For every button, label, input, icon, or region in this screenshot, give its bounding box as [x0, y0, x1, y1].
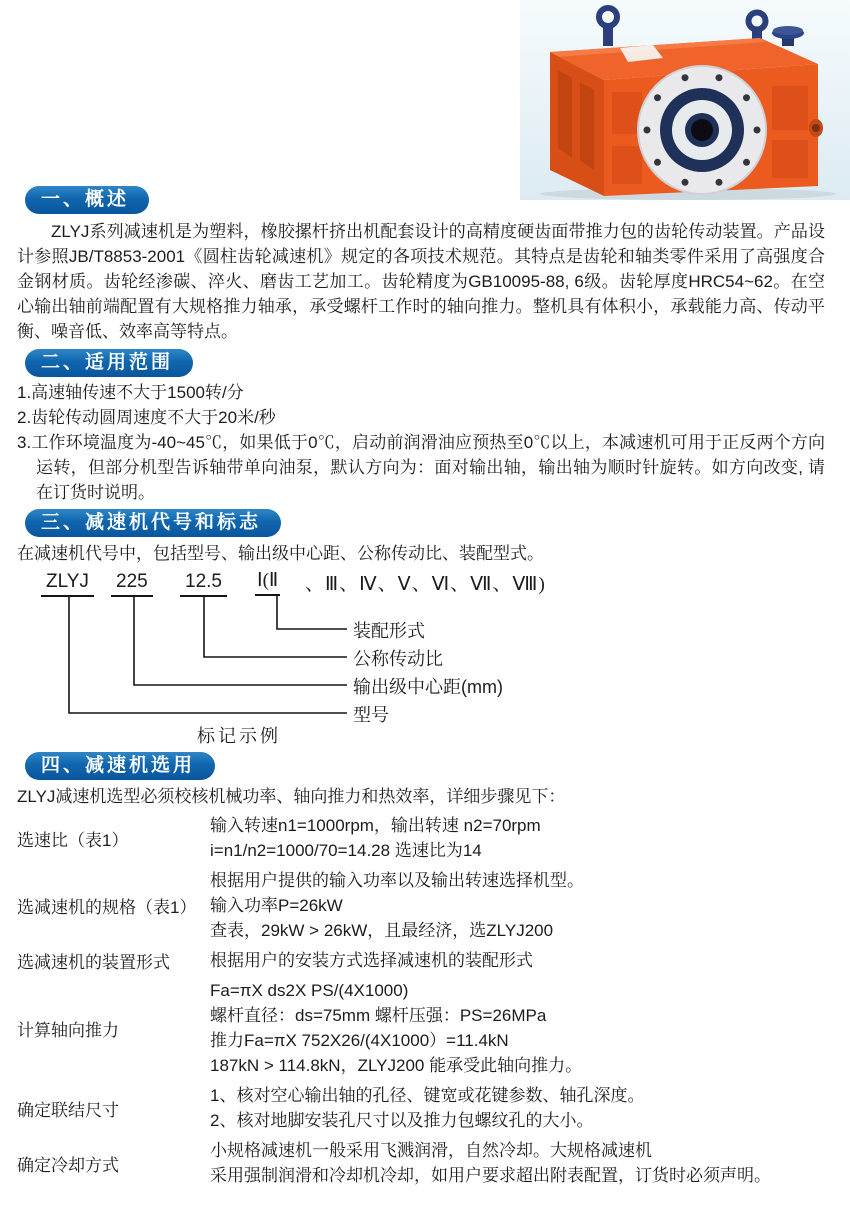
- overview-paragraph: ZLYJ系列减速机是为塑料，橡胶摞杆挤出机配套设计的高精度硬齿面带推力包的齿轮传动装置。产品设计参照JB/T8853-2001《圆柱齿轮减速机》规定的各项技术规范。其特点是齿轮和轴类零件采用了高强度合金钢材质。齿轮经渗碳、淬火、磨齿工艺加工。齿轮精度为GB10095-88, 6级。齿轮厚度HRC54~62。在空心输出轴前端配置有大规格推力轴承，承受螺杆工作时的轴向推力。整机具有体积小，承载能力高、传动平衡、噪音低、效率高等特点。: [17, 222, 825, 341]
- code-intro: 在减速机代号中，包括型号、输出级中心距、公称传动比、装配型式。: [17, 544, 544, 563]
- step-line: 推力Fa=πX 752X26/(4X1000）=11.4kN: [210, 1031, 509, 1050]
- model-code-diagram: [17, 569, 825, 747]
- diagram-caption: 标记示例: [197, 726, 281, 746]
- step-line: 采用强制润滑和冷却机冷却，如用户要求超出附表配置，订货时必须声明。: [210, 1166, 771, 1185]
- code-assembly-value: Ⅰ(Ⅱ: [255, 569, 280, 596]
- selection-intro: ZLYJ减速机选型必须校核机械功率、轴向推力和热效率，详细步骤见下：: [17, 787, 566, 806]
- step-row-spec: [17, 868, 825, 943]
- step-detail: [210, 813, 825, 863]
- selection-steps-table: [17, 813, 825, 1188]
- scope-item-1: 1.高速轴传速不大于1500转/分: [17, 383, 244, 402]
- step-detail: [210, 1083, 825, 1133]
- step-label: 确定冷却方式: [17, 1155, 119, 1175]
- step-line: 2、核对地脚安装孔尺寸以及推力包螺纹孔的大小。: [210, 1111, 594, 1130]
- step-line: Fa=πX ds2X PS/(4X1000): [210, 981, 409, 1000]
- code-ratio-value: 12.5: [180, 571, 227, 597]
- step-row-axial-thrust: [17, 978, 825, 1078]
- document-body: [17, 186, 825, 1193]
- step-detail: [210, 1138, 825, 1188]
- section-header-code: 三、减速机代号和标志: [25, 509, 281, 537]
- step-detail: [210, 868, 825, 943]
- step-label: 确定联结尺寸: [17, 1100, 119, 1120]
- section-header-selection: 四、减速机选用: [25, 752, 215, 780]
- step-line: 根据用户的安装方式选择减速机的装配形式: [210, 951, 533, 970]
- step-label: 选减速机的装置形式: [17, 953, 170, 972]
- step-row-connection-size: [17, 1083, 825, 1133]
- step-label: 计算轴向推力: [17, 1020, 119, 1040]
- step-line: 根据用户提供的输入功率以及输出转速选择机型。: [210, 871, 584, 890]
- code-assembly-options: 、Ⅲ、Ⅳ、Ⅴ、Ⅵ、Ⅶ、Ⅷ): [305, 574, 546, 595]
- step-line: 输入转速n1=1000rpm，输出转速 n2=70rpm: [210, 816, 541, 835]
- step-detail: [210, 948, 825, 973]
- product-photo: [520, 0, 850, 200]
- section-header-scope: 二、适用范围: [25, 349, 193, 377]
- gearbox-illustration: [520, 0, 850, 200]
- step-line: 螺杆直径：ds=75mm 螺杆压强：PS=26MPa: [210, 1006, 547, 1025]
- step-line: 1、核对空心输出轴的孔径、键宽或花键参数、轴孔深度。: [210, 1086, 645, 1105]
- step-label: 选速比（表1）: [17, 830, 129, 850]
- scope-item-2: 2.齿轮传动圆周速度不大于20米/秒: [17, 408, 276, 427]
- step-line: i=n1/n2=1000/70=14.28 选速比为14: [210, 841, 482, 860]
- code-model-value: ZLYJ: [41, 571, 94, 597]
- step-line: 输入功率P=26kW: [210, 896, 343, 915]
- step-detail: [210, 978, 825, 1078]
- step-line: 查表，29kW > 26kW，且最经济，选ZLYJ200: [210, 921, 554, 940]
- step-line: 187kN > 114.8kN，ZLYJ200 能承受此轴向推力。: [210, 1056, 583, 1075]
- section-header-overview: 一、概述: [25, 186, 149, 214]
- step-line: 小规格减速机一般采用飞溅润滑，自然冷却。大规格减速机: [210, 1141, 652, 1160]
- step-label: 选减速机的规格（表1）: [17, 898, 197, 917]
- step-row-speed-ratio: [17, 813, 825, 863]
- diagram-label-assembly: 装配形式: [353, 621, 425, 641]
- scope-item-3: 3.工作环境温度为-40~45℃，如果低于0℃，启动前润滑油应预热至0℃以上，本减速机可用于正反两个方向运转，但部分机型告诉轴带单向油泵，默认方向为：面对输出轴，输出轴为顺时针旋转。如方向改变, 请在订货时说明。: [17, 433, 825, 502]
- code-center-distance-value: 225: [111, 571, 153, 597]
- step-row-cooling: [17, 1138, 825, 1188]
- diagram-label-center-distance: 输出级中心距(mm): [353, 677, 503, 697]
- diagram-label-ratio: 公称传动比: [353, 649, 443, 669]
- diagram-label-model: 型号: [353, 705, 389, 725]
- step-row-mounting: [17, 948, 825, 973]
- scope-list: [17, 380, 825, 505]
